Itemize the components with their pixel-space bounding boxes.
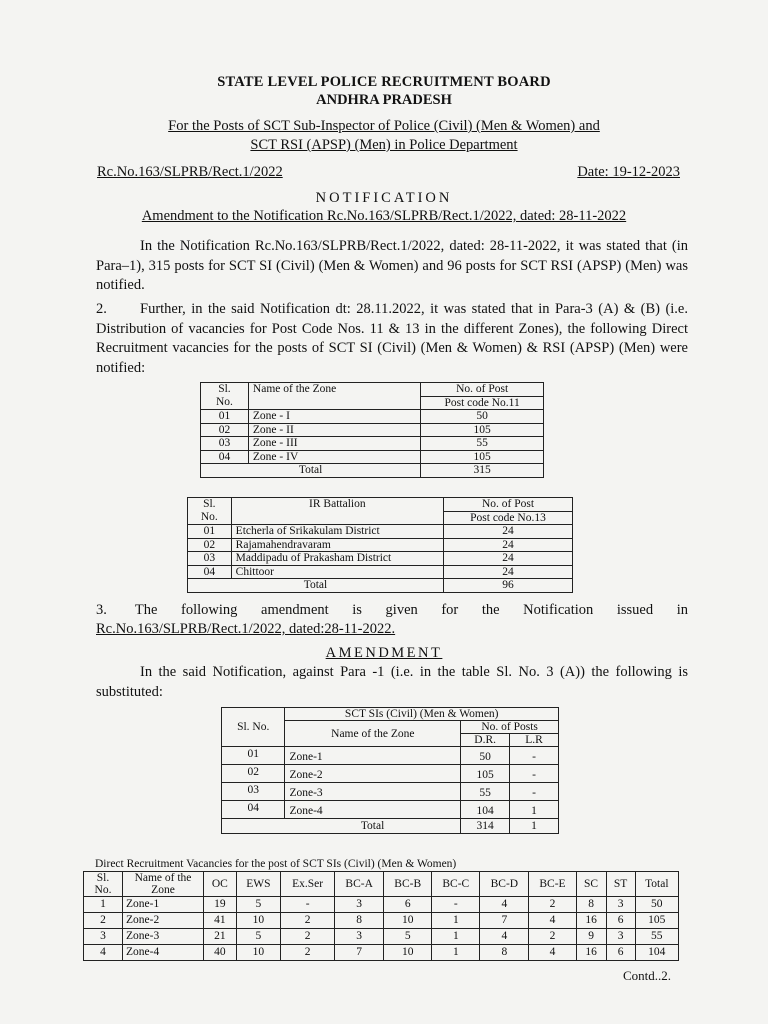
- table3-cell-lr: -: [510, 747, 559, 765]
- table3-total-lr: 1: [510, 819, 559, 834]
- table3-header-lr: L.R: [510, 734, 559, 747]
- table-row: [84, 945, 679, 961]
- table4-cell: 7: [480, 913, 529, 929]
- table1-cell-name: Zone - I: [248, 410, 420, 424]
- table4-cell: 2: [84, 913, 123, 929]
- table3-cell-name: Zone-4: [285, 801, 461, 819]
- paragraph-3-reference: Rc.No.163/SLPRB/Rect.1/2022, dated:28-11-2022.: [96, 621, 396, 637]
- table4-header-cell: BC-A: [335, 872, 384, 897]
- notification-title: NOTIFICATION: [315, 190, 453, 206]
- table4-cell: 6: [606, 913, 635, 929]
- table4-cell: -: [281, 897, 335, 913]
- table1-total-value: 315: [421, 464, 544, 478]
- table3-cell-sl: 02: [222, 765, 285, 783]
- table2-header-sl-2: No.: [188, 511, 232, 525]
- table3-total-row: [222, 819, 559, 834]
- table4-cell: 1: [432, 945, 480, 961]
- table4-cell: 4: [529, 913, 576, 929]
- table-row: [84, 929, 679, 945]
- table2-total-label: Total: [188, 579, 444, 593]
- table-row: [222, 747, 559, 765]
- table4-cell: 19: [204, 897, 237, 913]
- table-row: [201, 410, 544, 424]
- table4-cell: 5: [236, 897, 280, 913]
- table1-cell-sl: 01: [201, 410, 249, 424]
- table-row: [188, 565, 573, 579]
- board-title: STATE LEVEL POLICE RECRUITMENT BOARD: [217, 74, 551, 90]
- table4-cell: 9: [576, 929, 606, 945]
- table4-header-cell: SC: [576, 872, 606, 897]
- table4-cell: 3: [606, 929, 635, 945]
- table4-cell: 2: [281, 913, 335, 929]
- table4-header-cell: Total: [635, 872, 678, 897]
- table4-header-cell: Ex.Ser: [281, 872, 335, 897]
- table1-cell-name: Zone - III: [248, 437, 420, 451]
- table1-header-code: Post code No.11: [421, 396, 544, 410]
- table3-cell-name: Zone-3: [285, 783, 461, 801]
- table2-cell-sl: 03: [188, 552, 232, 566]
- paragraph-3-number: 3.: [96, 602, 107, 618]
- table4-header-cell: Sl. No.: [84, 872, 123, 897]
- table3-header-sl: Sl. No.: [222, 708, 285, 747]
- table2-header-sl: Sl.: [188, 498, 232, 512]
- table4-cell: 2: [529, 929, 576, 945]
- amendment-heading: AMENDMENT: [325, 645, 443, 661]
- paragraph-2-text: Further, in the said Notification dt: 28.11.2022, it was stated that in Para-3 (A) & (B) (i.e. Distribution of vacancies for Post Code Nos. 11 & 13 in the different Zones), the following Direct Recruitment vacancies for the posts of SCT SI (Civil) (Men & Women) & RSI (APSP) (Men) were notified:: [96, 301, 688, 376]
- table3-cell-sl: 04: [222, 801, 285, 819]
- table2-header-code: Post code No.13: [443, 511, 572, 525]
- table4-cell: 2: [529, 897, 576, 913]
- table1-cell-sl: 03: [201, 437, 249, 451]
- table1-header-sl: Sl.: [201, 383, 249, 397]
- table2-cell-sl: 02: [188, 538, 232, 552]
- paragraph-3-text: The following amendment is given for the Notification issued in: [134, 602, 688, 618]
- table2-cell-posts: 24: [443, 565, 572, 579]
- table2-cell-sl: 04: [188, 565, 232, 579]
- table4-cell: 21: [204, 929, 237, 945]
- state-title: ANDHRA PRADESH: [316, 92, 452, 108]
- table3-cell-sl: 03: [222, 783, 285, 801]
- table4-caption: Direct Recruitment Vacancies for the post of SCT SIs (Civil) (Men & Women): [95, 858, 457, 870]
- paragraph-4: In the said Notification, against Para -1 (i.e. in the table Sl. No. 3 (A)) the following is substituted:: [96, 664, 688, 700]
- table4-cell: 104: [635, 945, 678, 961]
- table4-cell: 4: [480, 929, 529, 945]
- table-row: [188, 538, 573, 552]
- table4-cell: 55: [635, 929, 678, 945]
- table2-cell-posts: 24: [443, 538, 572, 552]
- table3-header-posts: No. of Posts: [461, 721, 559, 734]
- table-row: [188, 552, 573, 566]
- table4-cell: 4: [529, 945, 576, 961]
- continued-note: Contd..2.: [623, 968, 672, 983]
- notification-date: Date: 19-12-2023: [577, 164, 680, 180]
- table4-cell: 6: [606, 945, 635, 961]
- table1-header-posts: No. of Post: [421, 383, 544, 397]
- table3-header-group: SCT SIs (Civil) (Men & Women): [285, 708, 559, 721]
- table-row: [188, 525, 573, 539]
- table4-cell: 41: [204, 913, 237, 929]
- table4-cell: Zone-1: [123, 897, 204, 913]
- zone-vacancy-table: [200, 382, 544, 478]
- paragraph-2: [96, 300, 688, 378]
- table4-cell: 4: [84, 945, 123, 961]
- table1-total-label: Total: [201, 464, 421, 478]
- table4-cell: Zone-4: [123, 945, 204, 961]
- table4-header-cell: BC-B: [384, 872, 432, 897]
- table2-cell-name: Maddipadu of Prakasham District: [231, 552, 443, 566]
- table1-cell-name: Zone - IV: [248, 450, 420, 464]
- table1-total-row: [201, 464, 544, 478]
- table1-cell-posts: 105: [421, 450, 544, 464]
- amendment-subject: Amendment to the Notification Rc.No.163/SLPRB/Rect.1/2022, dated: 28-11-2022: [141, 208, 627, 224]
- table-row: [201, 450, 544, 464]
- table4-cell: Zone-3: [123, 929, 204, 945]
- table3-cell-name: Zone-2: [285, 765, 461, 783]
- table4-header-cell: BC-C: [432, 872, 480, 897]
- table4-header-cell: OC: [204, 872, 237, 897]
- paragraph-1: In the Notification Rc.No.163/SLPRB/Rect.1/2022, dated: 28-11-2022, it was stated that (in Para–1), 315 posts for SCT SI (Civil) (Men & Women) and 96 posts for SCT RSI (APSP) (Men) was notified.: [96, 238, 688, 293]
- table2-header-name: IR Battalion: [231, 498, 443, 512]
- reservation-vacancy-table: [83, 871, 679, 961]
- subject-line-2: SCT RSI (APSP) (Men) in Police Department: [250, 137, 518, 153]
- table4-header-cell: ST: [606, 872, 635, 897]
- table4-cell: 7: [335, 945, 384, 961]
- table4-cell: 10: [236, 945, 280, 961]
- table4-cell: 10: [384, 945, 432, 961]
- table4-cell: 3: [84, 929, 123, 945]
- table1-header-blank: [248, 396, 420, 410]
- table2-header-blank: [231, 511, 443, 525]
- table4-header-row: [84, 872, 679, 897]
- amended-zone-table: [221, 707, 559, 834]
- table4-header-cell: BC-D: [480, 872, 529, 897]
- table-row: [84, 913, 679, 929]
- paragraph-3-line: [96, 602, 688, 619]
- table4-cell: 16: [576, 913, 606, 929]
- table3-cell-dr: 55: [461, 783, 510, 801]
- subject-line-1: For the Posts of SCT Sub-Inspector of Police (Civil) (Men & Women) and: [168, 118, 600, 134]
- table4-cell: 10: [384, 913, 432, 929]
- table3-total-dr: 314: [461, 819, 510, 834]
- table4-cell: 8: [335, 913, 384, 929]
- table3-header-dr: D.R.: [461, 734, 510, 747]
- table4-cell: 40: [204, 945, 237, 961]
- table4-cell: 5: [384, 929, 432, 945]
- table3-cell-lr: -: [510, 783, 559, 801]
- table-row: [222, 801, 559, 819]
- table1-cell-posts: 50: [421, 410, 544, 424]
- table4-cell: 8: [480, 945, 529, 961]
- table-row: [84, 897, 679, 913]
- table3-cell-lr: -: [510, 765, 559, 783]
- table1-header-sl-2: No.: [201, 396, 249, 410]
- table4-cell: 1: [84, 897, 123, 913]
- table1-cell-posts: 55: [421, 437, 544, 451]
- table2-cell-name: Etcherla of Srikakulam District: [231, 525, 443, 539]
- table-row: [201, 437, 544, 451]
- table3-cell-name: Zone-1: [285, 747, 461, 765]
- table2-total-row: [188, 579, 573, 593]
- table2-cell-name: Chittoor: [231, 565, 443, 579]
- table4-cell: 2: [281, 929, 335, 945]
- table4-header-cell: Name of the Zone: [123, 872, 204, 897]
- table4-header-cell: BC-E: [529, 872, 576, 897]
- table1-cell-posts: 105: [421, 423, 544, 437]
- table3-cell-sl: 01: [222, 747, 285, 765]
- reference-number: Rc.No.163/SLPRB/Rect.1/2022: [97, 164, 283, 180]
- table2-total-value: 96: [443, 579, 572, 593]
- table-row: [222, 765, 559, 783]
- table4-header-cell: EWS: [236, 872, 280, 897]
- table3-total-label: Total: [285, 819, 461, 834]
- table-row: [201, 423, 544, 437]
- table3-cell-dr: 50: [461, 747, 510, 765]
- table3-cell-dr: 105: [461, 765, 510, 783]
- table2-cell-posts: 24: [443, 525, 572, 539]
- table3-cell-dr: 104: [461, 801, 510, 819]
- table4-cell: 3: [335, 897, 384, 913]
- table4-cell: 3: [335, 929, 384, 945]
- table1-cell-sl: 02: [201, 423, 249, 437]
- paragraph-2-number: 2.: [96, 301, 107, 317]
- table4-cell: 8: [576, 897, 606, 913]
- table4-cell: 2: [281, 945, 335, 961]
- table4-cell: 1: [432, 929, 480, 945]
- table4-cell: 10: [236, 913, 280, 929]
- table4-cell: 50: [635, 897, 678, 913]
- table3-cell-lr: 1: [510, 801, 559, 819]
- table1-header-name: Name of the Zone: [248, 383, 420, 397]
- table4-cell: 16: [576, 945, 606, 961]
- table4-cell: 3: [606, 897, 635, 913]
- table2-cell-name: Rajamahendravaram: [231, 538, 443, 552]
- table2-cell-sl: 01: [188, 525, 232, 539]
- table4-cell: 5: [236, 929, 280, 945]
- table4-cell: 105: [635, 913, 678, 929]
- table4-cell: Zone-2: [123, 913, 204, 929]
- table2-header-posts: No. of Post: [443, 498, 572, 512]
- table3-header-name: Name of the Zone: [285, 721, 461, 747]
- table4-cell: -: [432, 897, 480, 913]
- table1-cell-name: Zone - II: [248, 423, 420, 437]
- table4-cell: 6: [384, 897, 432, 913]
- battalion-vacancy-table: [187, 497, 573, 593]
- table4-cell: 4: [480, 897, 529, 913]
- table-row: [222, 783, 559, 801]
- table3-total-blank: [222, 819, 285, 834]
- table2-cell-posts: 24: [443, 552, 572, 566]
- table1-cell-sl: 04: [201, 450, 249, 464]
- table4-cell: 1: [432, 913, 480, 929]
